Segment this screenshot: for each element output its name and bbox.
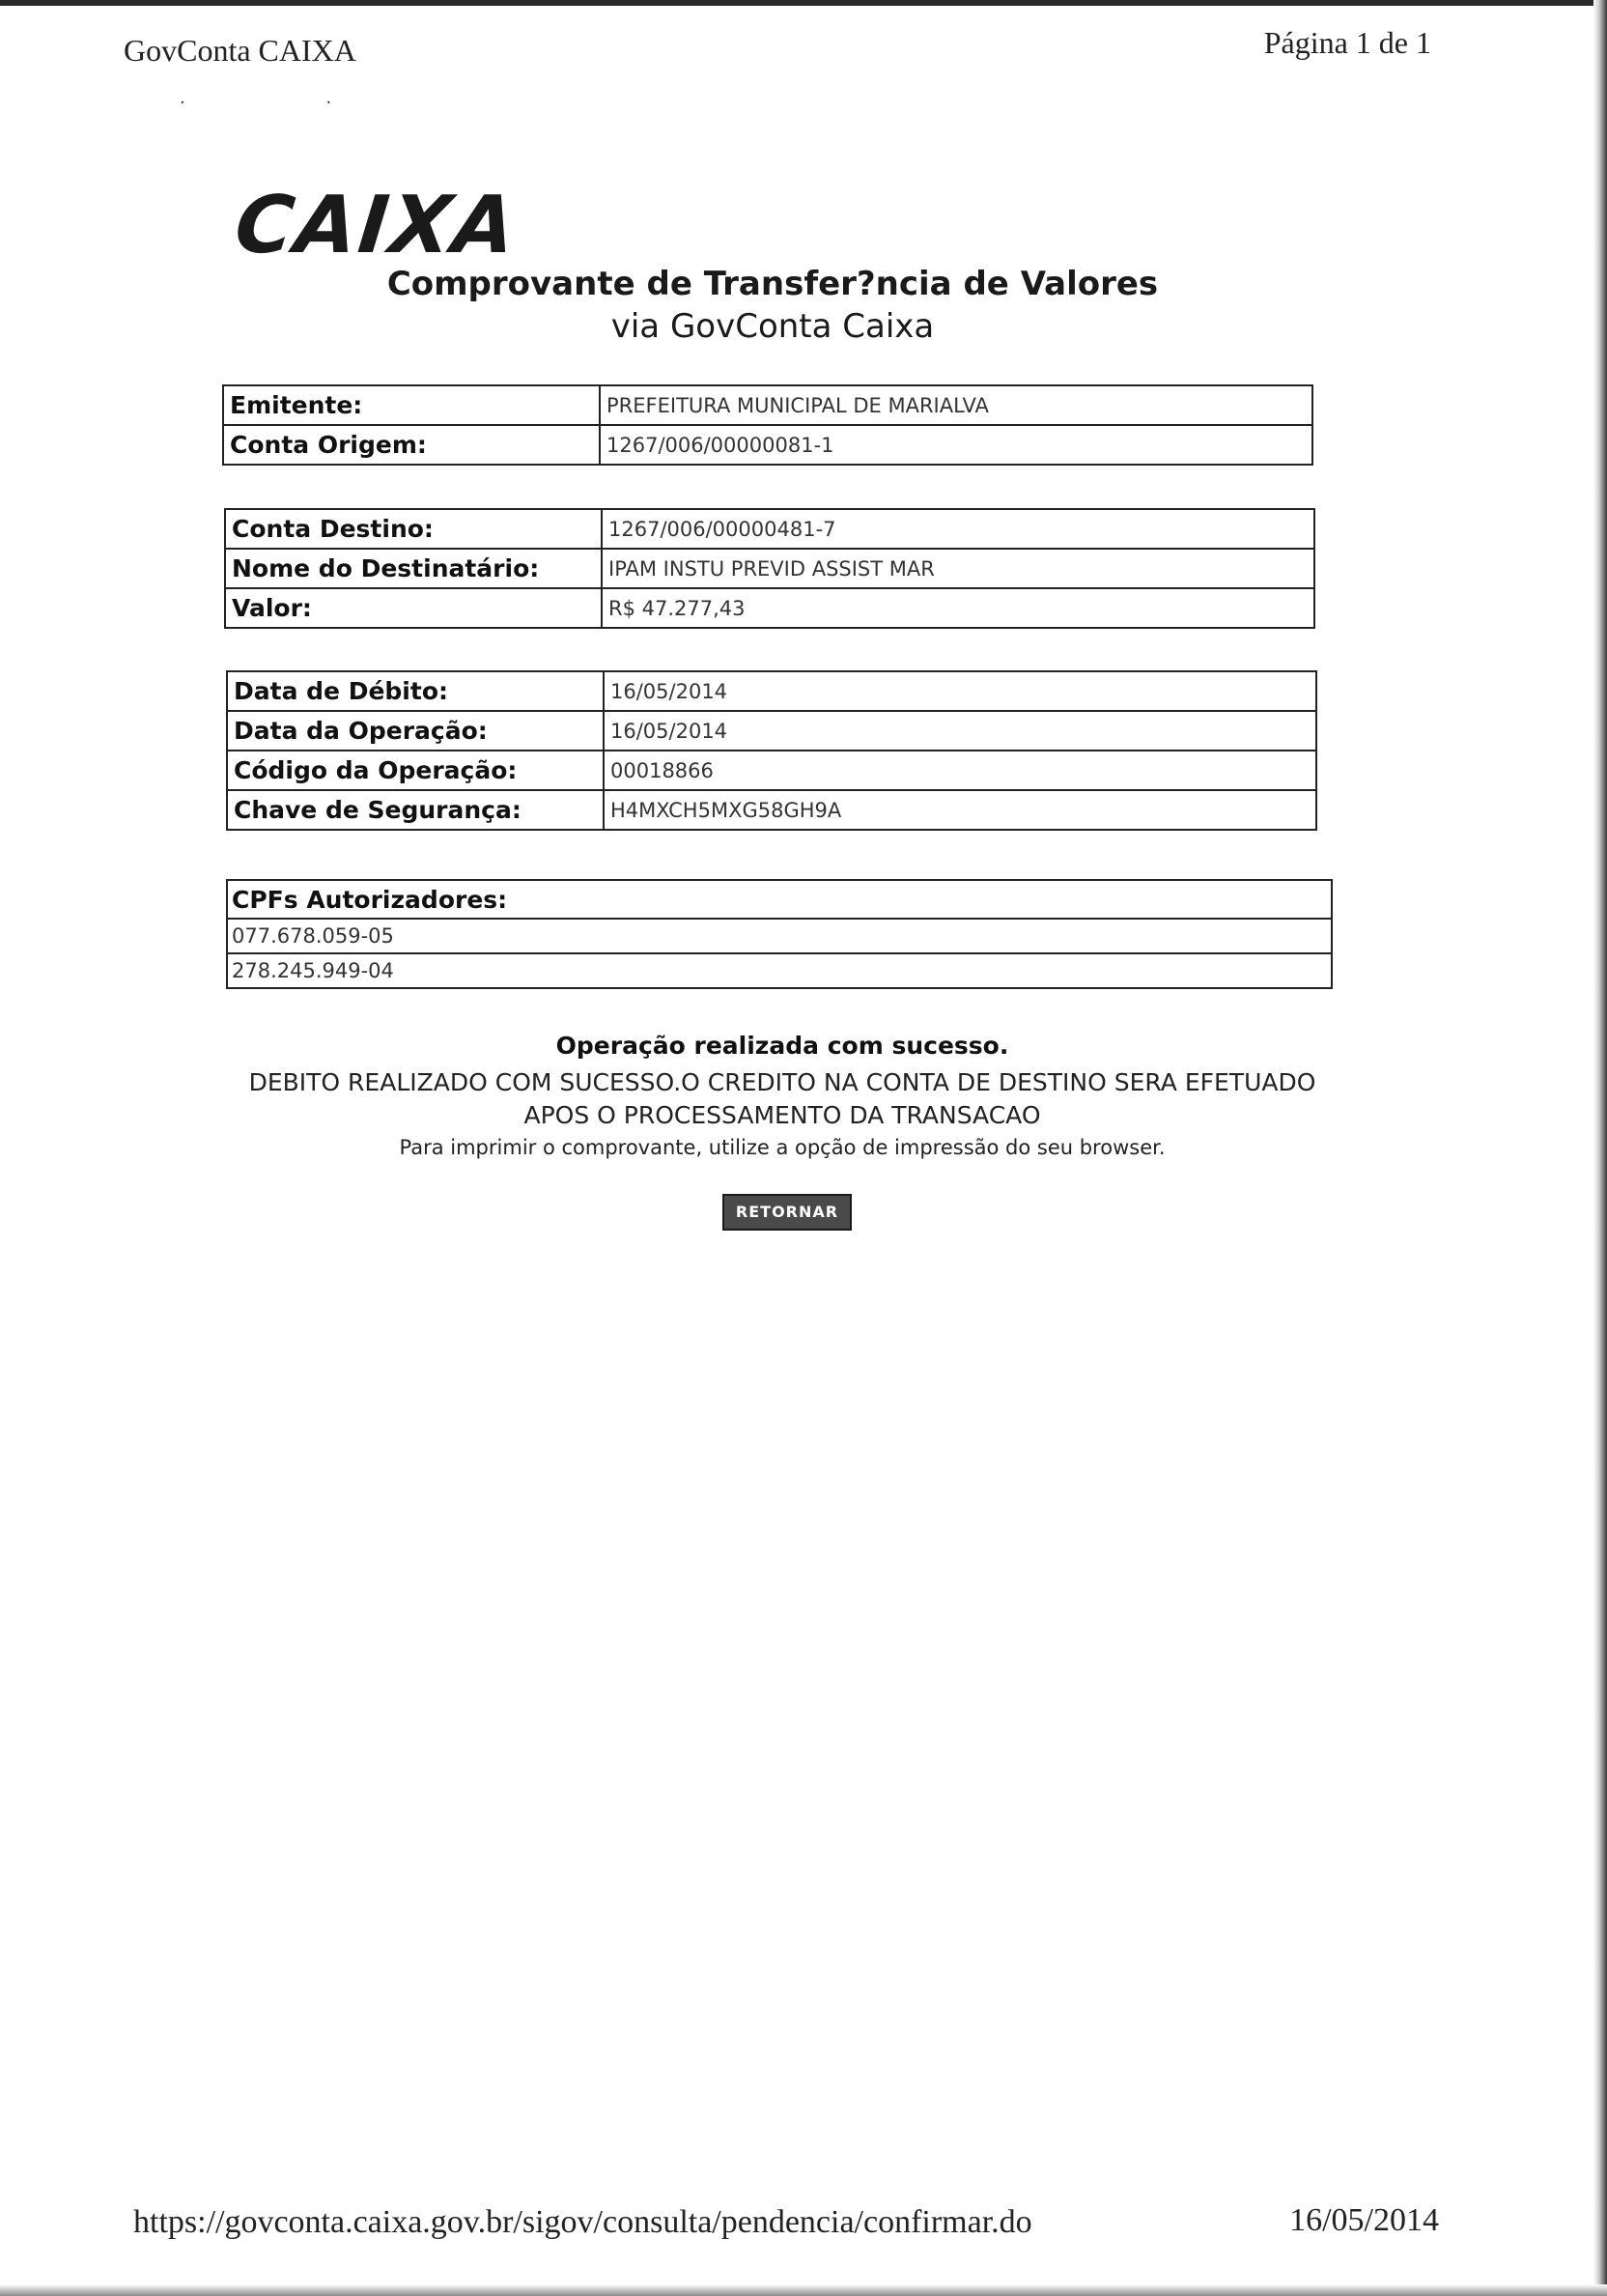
print-footer-url: https://govconta.caixa.gov.br/sigov/consulta/pendencia/confirmar.do (133, 2204, 1032, 2240)
debit-message-line-1: DEBITO REALIZADO COM SUCESSO.O CREDITO NA CONTA DE DESTINO SERA EFETUADO (248, 1068, 1316, 1096)
data-debito-label: Data de Débito: (227, 671, 604, 711)
cpf-item: 278.245.949-04 (227, 953, 1332, 988)
table-row (227, 880, 1332, 919)
emitente-label: Emitente: (223, 385, 600, 425)
valor-value: R$ 47.277,43 (602, 588, 1314, 628)
destinatario-label: Nome do Destinatário: (225, 549, 602, 588)
scan-edge-bottom (0, 2284, 1607, 2296)
operation-table (226, 670, 1317, 831)
codigo-operacao-value: 00018866 (604, 751, 1316, 790)
success-message: Operação realizada com sucesso. (555, 1032, 1009, 1060)
table-row (227, 751, 1316, 790)
print-header-title: GovConta CAIXA (124, 33, 356, 68)
table-row (227, 919, 1332, 953)
page-title: Comprovante de Transfer?ncia de Valores (386, 265, 1159, 303)
data-debito-value: 16/05/2014 (604, 671, 1316, 711)
destinatario-value: IPAM INSTU PREVID ASSIST MAR (602, 549, 1314, 588)
table-row (225, 549, 1314, 588)
cpf-item: 077.678.059-05 (227, 919, 1332, 953)
data-operacao-value: 16/05/2014 (604, 711, 1316, 751)
chave-seguranca-value: H4MXCH5MXG58GH9A (604, 790, 1316, 830)
chave-seguranca-label: Chave de Segurança: (227, 790, 604, 830)
scan-edge-right (1593, 0, 1607, 2296)
debit-message (222, 1066, 1342, 1132)
scan-specks: · · (180, 93, 400, 113)
scan-edge-top (0, 0, 1607, 6)
origin-table (222, 384, 1313, 466)
debit-message-line-2: APOS O PROCESSAMENTO DA TRANSACAO (523, 1101, 1041, 1129)
print-hint: Para imprimir o comprovante, utilize a opção de impressão do seu browser. (399, 1136, 1166, 1159)
table-row (225, 588, 1314, 628)
caixa-logo: CAIXA (231, 180, 522, 271)
cpfs-table (226, 879, 1333, 989)
retornar-button[interactable]: RETORNAR (722, 1194, 852, 1231)
table-row (223, 385, 1312, 425)
table-row (227, 790, 1316, 830)
table-row (227, 711, 1316, 751)
emitente-value: PREFEITURA MUNICIPAL DE MARIALVA (600, 385, 1312, 425)
table-row (223, 425, 1312, 465)
data-operacao-label: Data da Operação: (227, 711, 604, 751)
table-row (225, 509, 1314, 549)
conta-origem-label: Conta Origem: (223, 425, 600, 465)
conta-origem-value: 1267/006/00000081-1 (600, 425, 1312, 465)
print-footer-date: 16/05/2014 (1289, 2202, 1439, 2238)
codigo-operacao-label: Código da Operação: (227, 751, 604, 790)
table-row (227, 953, 1332, 988)
destination-table (224, 508, 1315, 629)
page-subtitle: via GovConta Caixa (610, 307, 935, 346)
conta-destino-label: Conta Destino: (225, 509, 602, 549)
print-header-page-indicator: Página 1 de 1 (1263, 25, 1431, 60)
table-row (227, 671, 1316, 711)
conta-destino-value: 1267/006/00000481-7 (602, 509, 1314, 549)
cpfs-header: CPFs Autorizadores: (227, 880, 1332, 919)
valor-label: Valor: (225, 588, 602, 628)
